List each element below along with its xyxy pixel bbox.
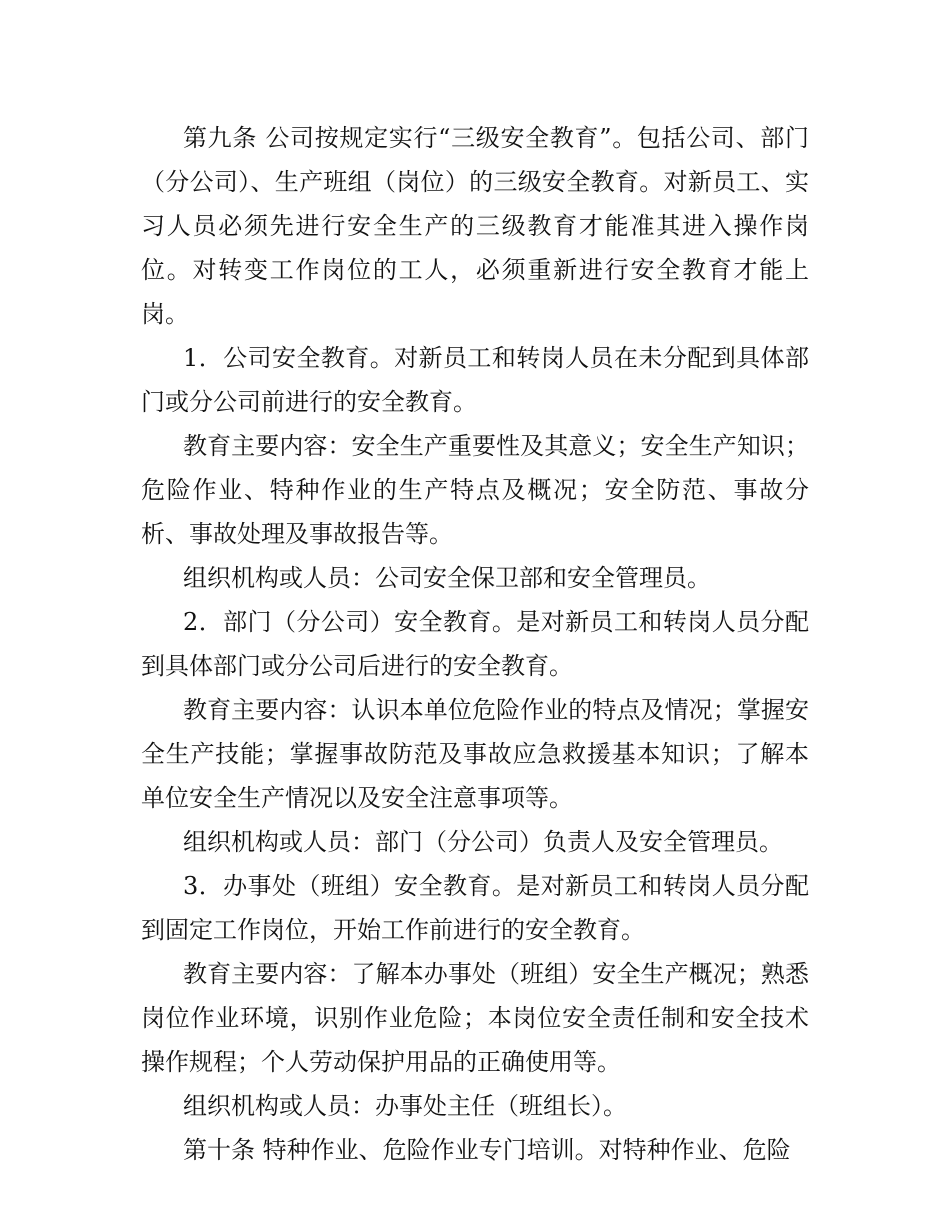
item-3-office-education: 3．办事处（班组）安全教育。是对新员工和转岗人员分配到固定工作岗位，开始工作前进行的安全教育。 — [141, 872, 809, 944]
item-1-organizer: 组织机构或人员：公司安全保卫部和安全管理员。 — [183, 564, 711, 592]
article-10-paragraph: 第十条 特种作业、危险作业专门培训。对特种作业、危险 — [183, 1136, 791, 1164]
item-3-organizer: 组织机构或人员：办事处主任（班组长）。 — [183, 1092, 627, 1120]
item-2-department-education: 2．部门（分公司）安全教育。是对新员工和转岗人员分配到具体部门或分公司后进行的安全教育。 — [141, 608, 809, 680]
item-1-company-education: 1．公司安全教育。对新员工和转岗人员在未分配到具体部门或分公司前进行的安全教育。 — [141, 344, 809, 416]
item-1-education-content: 教育主要内容：安全生产重要性及其意义；安全生产知识；危险作业、特种作业的生产特点及概况；安全防范、事故分析、事故处理及事故报告等。 — [141, 432, 809, 548]
item-2-education-content: 教育主要内容：认识本单位危险作业的特点及情况；掌握安全生产技能；掌握事故防范及事故应急救援基本知识；了解本单位安全生产情况以及安全注意事项等。 — [141, 696, 809, 812]
document-body — [141, 116, 809, 1172]
article-9-paragraph: 第九条 公司按规定实行“三级安全教育”。包括公司、部门（分公司）、生产班组（岗位）的三级安全教育。对新员工、实习人员必须先进行安全生产的三级教育才能准其进入操作岗位。对转变工作岗位的工人，必须重新进行安全教育才能上岗。 — [141, 124, 809, 328]
item-2-organizer: 组织机构或人员：部门（分公司）负责人及安全管理员。 — [183, 828, 783, 856]
item-3-education-content: 教育主要内容：了解本办事处（班组）安全生产概况；熟悉岗位作业环境，识别作业危险；本岗位安全责任制和安全技术操作规程；个人劳动保护用品的正确使用等。 — [141, 960, 809, 1076]
